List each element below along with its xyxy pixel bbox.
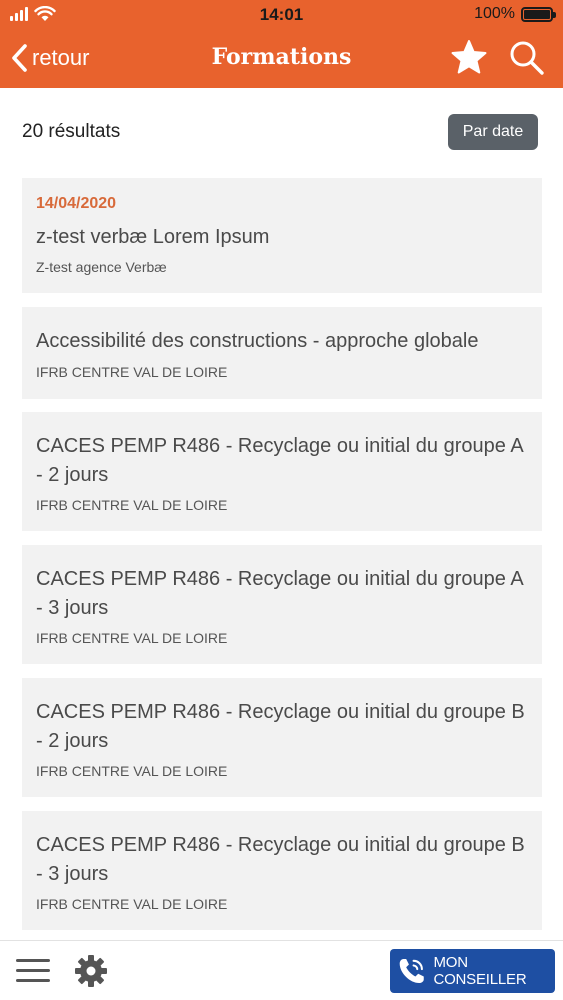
battery-percent: 100% (474, 5, 515, 22)
list-item[interactable] (22, 545, 542, 664)
menu-icon[interactable] (16, 959, 50, 983)
list-item[interactable] (22, 678, 542, 797)
app-header (0, 0, 563, 88)
item-organization: IFRB CENTRE VAL DE LOIRE (36, 896, 228, 912)
my-advisor-button[interactable] (390, 949, 555, 993)
list-item[interactable] (22, 412, 542, 531)
results-bar (0, 88, 563, 176)
battery-icon (521, 7, 553, 22)
status-bar (0, 0, 563, 30)
item-organization: Z-test agence Verbæ (36, 259, 167, 275)
navbar (0, 30, 563, 88)
search-icon (507, 38, 547, 78)
item-organization: IFRB CENTRE VAL DE LOIRE (36, 364, 228, 380)
search-button[interactable] (507, 38, 547, 78)
item-organization: IFRB CENTRE VAL DE LOIRE (36, 630, 228, 646)
favorites-button[interactable] (449, 38, 489, 78)
item-title: z-test verbæ Lorem Ipsum (36, 226, 270, 248)
item-title: CACES PEMP R486 - Recyclage ou initial du groupe B - 2 jours (36, 701, 525, 752)
page-title: Formations (211, 44, 352, 70)
status-time: 14:01 (259, 5, 304, 24)
my-advisor-label: MON CONSEILLER (433, 954, 527, 988)
list-item[interactable] (22, 811, 542, 930)
status-right (474, 5, 553, 23)
formations-list (22, 178, 542, 940)
star-icon (449, 38, 489, 78)
back-label: retour (32, 45, 90, 70)
bottom-bar (0, 940, 563, 1000)
item-organization: IFRB CENTRE VAL DE LOIRE (36, 497, 228, 513)
settings-button[interactable] (74, 954, 108, 988)
phone-icon (396, 954, 427, 988)
item-title: Accessibilité des constructions - approche globale (36, 330, 479, 352)
item-organization: IFRB CENTRE VAL DE LOIRE (36, 763, 228, 779)
item-title: CACES PEMP R486 - Recyclage ou initial du groupe A - 3 jours (36, 568, 523, 619)
item-date: 14/04/2020 (36, 195, 117, 212)
list-item[interactable] (22, 307, 542, 399)
list-item[interactable] (22, 178, 542, 293)
results-count: 20 résultats (22, 121, 121, 142)
sort-by-date-button[interactable]: Par date (448, 114, 538, 150)
gear-icon (74, 954, 108, 988)
item-title: CACES PEMP R486 - Recyclage ou initial du groupe A - 2 jours (36, 435, 523, 486)
item-title: CACES PEMP R486 - Recyclage ou initial du groupe B - 3 jours (36, 834, 525, 885)
